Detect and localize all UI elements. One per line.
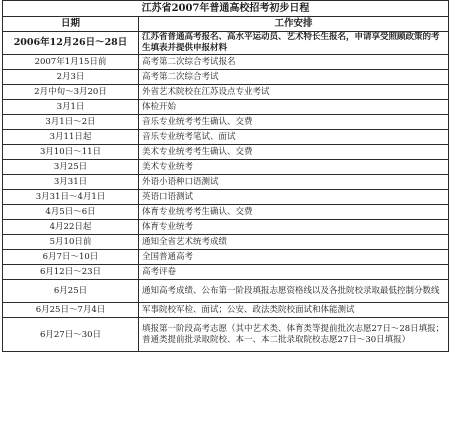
row-task: 江苏省普通高考报名、高水平运动员、艺术特长生报名，申请享受照顾政策的考生填表并提供申报材料 xyxy=(139,32,449,55)
row-task: 高考第二次综合考试报名 xyxy=(139,55,449,70)
table-title: 江苏省2007年普通高校招考初步日程 xyxy=(3,1,449,17)
row-task: 体育专业统考 xyxy=(139,220,449,235)
table-row xyxy=(3,130,449,145)
table-row xyxy=(3,220,449,235)
table-row xyxy=(3,55,449,70)
table-row xyxy=(3,250,449,265)
row-task: 全国普通高考 xyxy=(139,250,449,265)
row-task: 填报第一阶段高考志愿（其中艺术类、体育类等提前批次志愿27日～28日填报；普通类提前批录取院校、本一、本二批录取院校志愿27日～30日填报） xyxy=(139,318,449,352)
row-date: 6月27日～30日 xyxy=(3,318,139,352)
table-row xyxy=(3,175,449,190)
row-date: 3月1日～2日 xyxy=(3,115,139,130)
table-row xyxy=(3,265,449,280)
row-task: 通知全省艺术统考成绩 xyxy=(139,235,449,250)
row-task: 英语口语测试 xyxy=(139,190,449,205)
row-date: 3月10日～11日 xyxy=(3,145,139,160)
table-row xyxy=(3,190,449,205)
row-date: 2月中旬～3月20日 xyxy=(3,85,139,100)
row-task: 体检开始 xyxy=(139,100,449,115)
table-row xyxy=(3,318,449,352)
table-row xyxy=(3,145,449,160)
table-row xyxy=(3,280,449,303)
row-task: 音乐专业统考笔试、面试 xyxy=(139,130,449,145)
table-row xyxy=(3,235,449,250)
row-date: 3月31日 xyxy=(3,175,139,190)
row-date: 4月22日起 xyxy=(3,220,139,235)
row-date: 6月7日～10日 xyxy=(3,250,139,265)
table-row xyxy=(3,100,449,115)
table-row xyxy=(3,32,449,55)
row-date: 4月5日～6日 xyxy=(3,205,139,220)
row-task: 军事院校军检、面试；公安、政法类院校面试和体能测试 xyxy=(139,303,449,318)
row-date: 2月3日 xyxy=(3,70,139,85)
row-date: 5月10日前 xyxy=(3,235,139,250)
row-task: 音乐专业统考考生确认、交费 xyxy=(139,115,449,130)
table-row xyxy=(3,160,449,175)
row-date: 3月25日 xyxy=(3,160,139,175)
row-task: 高考评卷 xyxy=(139,265,449,280)
column-header-date: 日期 xyxy=(3,17,139,32)
table-row xyxy=(3,70,449,85)
row-task: 通知高考成绩、公布第一阶段填报志愿资格线以及各批院校录取最低控制分数线 xyxy=(139,280,449,303)
row-task: 美术专业统考 xyxy=(139,160,449,175)
row-date: 2007年1月15日前 xyxy=(3,55,139,70)
row-date: 3月11日起 xyxy=(3,130,139,145)
row-date: 3月1日 xyxy=(3,100,139,115)
row-task: 美术专业统考考生确认、交费 xyxy=(139,145,449,160)
row-date: 6月12日～23日 xyxy=(3,265,139,280)
table-row xyxy=(3,115,449,130)
row-date: 6月25日～7月4日 xyxy=(3,303,139,318)
row-task: 外省艺术院校在江苏设点专业考试 xyxy=(139,85,449,100)
row-date: 6月25日 xyxy=(3,280,139,303)
column-header-task: 工作安排 xyxy=(139,17,449,32)
row-task: 体育专业统考考生确认、交费 xyxy=(139,205,449,220)
row-date: 3月31日～4月1日 xyxy=(3,190,139,205)
row-task: 外语小语种口语测试 xyxy=(139,175,449,190)
table-row xyxy=(3,85,449,100)
row-date: 2006年12月26日～28日 xyxy=(3,32,139,55)
table-row xyxy=(3,205,449,220)
table-row xyxy=(3,303,449,318)
row-task: 高考第二次综合考试 xyxy=(139,70,449,85)
schedule-table xyxy=(2,0,449,352)
